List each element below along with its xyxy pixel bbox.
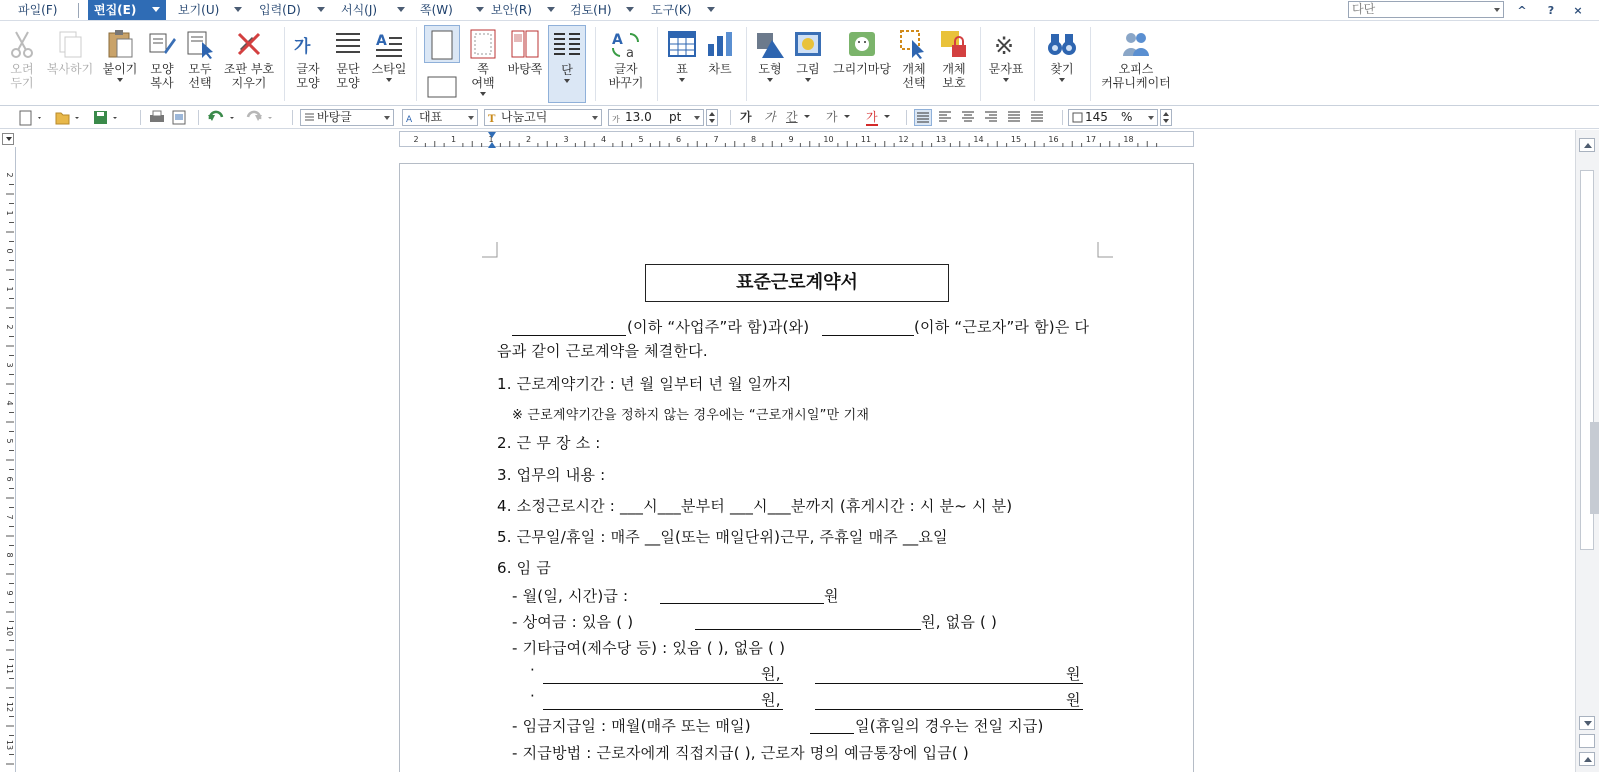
work-days[interactable]: 5. 근무일/휴일 : 매주 __일(또는 매일단위)근무, 주휴일 매주 __요일 — [497, 528, 948, 546]
page-margin-button[interactable] — [464, 25, 502, 103]
ruler-label: 12 — [5, 701, 14, 713]
menu-insert-label: 입력(D) — [259, 3, 301, 17]
chevron-down-icon — [468, 116, 474, 120]
chevron-down-icon — [117, 78, 123, 82]
wage-other-blank-1b — [815, 683, 1083, 684]
align-justify-icon — [915, 110, 931, 125]
wage-bonus[interactable]: - 상여금 : 있음 ( ) — [512, 613, 634, 631]
object-select-icon — [898, 28, 930, 60]
menu-edit-label: 편집(E) — [94, 3, 137, 17]
language-select-value: 대표 — [419, 110, 443, 124]
style-label: 스타일 — [371, 62, 407, 76]
zoom-select[interactable] — [1068, 109, 1158, 126]
document-title[interactable] — [645, 264, 949, 302]
paragraph-icon — [332, 28, 364, 60]
toolbar-separator — [198, 110, 199, 125]
menu-review[interactable] — [564, 0, 640, 20]
ruler-label: 8 — [5, 552, 14, 558]
ruler-label: 2 — [5, 172, 14, 178]
chevron-down-icon — [547, 7, 555, 12]
font-size-unit: pt — [669, 110, 682, 124]
chevron-down-icon — [234, 7, 242, 12]
menu-separator — [78, 3, 79, 18]
ruler-label: 17 — [1085, 135, 1097, 144]
wage-basic-unit: 원 — [824, 587, 839, 605]
chevron-down-icon — [384, 116, 390, 120]
font-select[interactable] — [484, 109, 602, 126]
zoom-value: 145 — [1085, 110, 1108, 124]
wage-bonus-unit: 원, 없음 ( ) — [921, 613, 998, 631]
chevron-down-icon — [152, 7, 160, 12]
office-communicator-button[interactable] — [1096, 25, 1176, 103]
svg-text:A: A — [406, 115, 413, 123]
align-justify-button[interactable] — [914, 109, 932, 126]
paste-button[interactable] — [100, 25, 140, 103]
svg-text:A: A — [376, 33, 387, 49]
page-margin-icon — [467, 28, 499, 60]
chevron-down-icon — [679, 78, 685, 82]
wage-other-blank-2b — [815, 709, 1083, 710]
split-button[interactable] — [1029, 109, 1047, 126]
menu-edit[interactable] — [88, 0, 166, 20]
ruler-label: 2 — [5, 324, 14, 330]
cut-label: 오려 두기 — [10, 62, 34, 90]
wage-other-unit-1a: 원, — [761, 665, 781, 683]
zoom-spinner[interactable] — [1160, 109, 1172, 126]
employee-blank — [822, 335, 914, 336]
ruler-label: 6 — [675, 135, 682, 144]
select-all-icon — [184, 28, 216, 60]
ruler-label: 13 — [5, 739, 14, 751]
help-button[interactable] — [1543, 3, 1559, 19]
crop-mark-top-left — [482, 242, 498, 258]
chevron-down-icon — [1003, 78, 1009, 82]
ruler-label: 11 — [5, 663, 14, 675]
menu-insert[interactable] — [253, 0, 331, 20]
font-size-select[interactable] — [608, 109, 704, 126]
horizontal-ruler[interactable] — [399, 131, 1194, 147]
lock-icon — [938, 28, 970, 60]
wage-other-bullet-1: · — [530, 661, 535, 679]
object-protect-button[interactable] — [934, 25, 974, 103]
char-change-label: 글자 바꾸기 — [608, 62, 644, 90]
table-icon — [666, 28, 698, 60]
menu-view[interactable] — [172, 0, 248, 20]
contract-period-note[interactable]: ※ 근로계약기간을 정하지 않는 경우에는 “근로개시일”만 기재 — [512, 408, 870, 423]
page-background-label: 바탕쪽 — [507, 62, 543, 76]
contract-period[interactable]: 1. 근로계약기간 : 년 월 일부터 년 월 일까지 — [497, 375, 792, 393]
drawing-gallery-label: 그리기마당 — [833, 62, 891, 76]
language-select[interactable] — [402, 109, 478, 126]
pay-method[interactable]: - 지급방법 : 근로자에게 직접지급( ), 근로자 명의 예금통장에 입금( ) — [512, 744, 969, 762]
strikethrough-icon: 가 — [826, 110, 838, 124]
font-size-value: 13.0 — [625, 110, 652, 124]
pay-day-blank — [810, 733, 854, 734]
italic-icon: 가 — [764, 110, 776, 124]
format-toolbar — [0, 106, 1599, 129]
page-layout-button[interactable] — [424, 25, 460, 63]
style-button[interactable] — [368, 25, 410, 103]
ruler-label: 15 — [1010, 135, 1022, 144]
font-color-button[interactable] — [866, 109, 896, 126]
drawing-gallery-button[interactable] — [830, 25, 894, 103]
clear-marks-label: 조판 부호 지우기 — [223, 62, 275, 90]
font-size-icon — [612, 112, 623, 123]
columns-button[interactable] — [548, 25, 586, 103]
ribbon-separator — [416, 27, 417, 101]
ruler-label: 9 — [5, 590, 14, 596]
format-copy-button[interactable] — [144, 25, 180, 103]
toolbar-separator — [730, 110, 731, 125]
ruler-label: 14 — [973, 135, 984, 144]
char-shape-button[interactable] — [290, 25, 326, 103]
object-select-label: 개체 선택 — [902, 62, 926, 90]
find-button[interactable] — [1042, 25, 1082, 103]
font-select-value: 나눔고딕 — [501, 110, 548, 124]
chevron-down-icon — [386, 78, 392, 82]
ruler-label: 4 — [5, 400, 14, 406]
wage-basic-blank — [660, 603, 824, 604]
chart-button[interactable] — [702, 25, 738, 103]
ruler-label: 8 — [750, 135, 757, 144]
ruler-label: 7 — [713, 135, 719, 144]
menu-tools-label: 도구(K) — [651, 3, 692, 17]
collapse-icon: ^ — [1517, 4, 1527, 17]
pay-day-note: 일(휴일의 경우는 전일 지급) — [855, 717, 1044, 735]
command-search-input[interactable] — [1348, 1, 1504, 18]
open-document-button[interactable] — [54, 109, 84, 126]
job-description[interactable]: 3. 업무의 내용 : — [497, 466, 606, 484]
select-all-button[interactable] — [182, 25, 218, 103]
align-center-button[interactable] — [960, 109, 978, 126]
symbol-table-label: 문자표 — [988, 62, 1024, 76]
preview-icon — [170, 109, 188, 126]
redo-button[interactable] — [244, 109, 278, 126]
vertical-ruler-ticks — [1, 147, 16, 772]
chart-label: 차트 — [708, 62, 732, 76]
collapse-ribbon-button[interactable] — [1514, 3, 1530, 19]
zoom-unit: % — [1121, 110, 1133, 124]
redo-icon — [244, 109, 278, 126]
ruler-corner-button[interactable] — [2, 133, 14, 145]
page-margin-label: 쪽 여백 — [471, 62, 495, 90]
spinner-icon — [1161, 110, 1171, 125]
ruler-label: 2 — [413, 135, 419, 144]
scissors-icon — [6, 28, 38, 60]
wage-other-unit-2a: 원, — [761, 691, 781, 709]
italic-button[interactable] — [764, 109, 780, 126]
chevron-down-icon — [805, 78, 811, 82]
new-document-button[interactable] — [18, 109, 46, 126]
close-document-button[interactable] — [1570, 3, 1586, 19]
employer-blank — [512, 335, 626, 336]
char-shape-label: 글자 모양 — [296, 62, 320, 90]
scroll-down-button[interactable] — [1579, 716, 1595, 730]
side-panel-toggle[interactable] — [1590, 422, 1599, 514]
save-document-button[interactable] — [92, 109, 122, 126]
workplace[interactable]: 2. 근 무 장 소 : — [497, 434, 601, 452]
ruler-label: 4 — [600, 135, 607, 144]
arrow-up-icon — [1584, 757, 1592, 762]
copy-button[interactable] — [44, 25, 96, 103]
ribbon-separator — [595, 27, 596, 101]
paste-label: 붙이기 — [102, 62, 138, 76]
copy-label: 복사하기 — [46, 62, 94, 76]
chevron-down-icon — [1148, 116, 1154, 120]
clipboard-icon — [104, 28, 136, 60]
page-background-icon — [509, 28, 541, 60]
wage-other-unit-1b: 원 — [1066, 665, 1081, 683]
svg-text:가: 가 — [294, 37, 311, 57]
undo-button[interactable] — [206, 109, 240, 126]
chevron-down-icon — [694, 116, 700, 120]
svg-text:※: ※ — [994, 32, 1015, 60]
ruler-label: 3 — [5, 362, 14, 368]
close-icon: × — [1573, 4, 1583, 17]
drawing-gallery-icon — [846, 28, 878, 60]
font-size-spinner[interactable] — [706, 109, 718, 126]
menu-page-label: 쪽(W) — [420, 3, 453, 17]
crop-mark-top-right — [1097, 242, 1113, 258]
picture-button[interactable] — [790, 25, 826, 103]
underline-button[interactable] — [786, 109, 816, 126]
ruler-label: 6 — [5, 476, 14, 482]
menu-format-label: 서식(J) — [341, 3, 378, 17]
align-right-icon — [983, 109, 999, 124]
svg-text:A: A — [612, 32, 623, 48]
intro-line-1b[interactable]: (이하 “근로자”라 함)은 다 — [914, 318, 1090, 336]
columns-label: 단 — [561, 63, 573, 77]
strikethrough-button[interactable] — [826, 109, 856, 126]
arrow-down-icon — [1584, 721, 1592, 726]
format-brush-icon — [146, 28, 178, 60]
toolbar-separator — [140, 110, 141, 125]
ribbon-toolbar — [0, 21, 1599, 106]
style-icon — [373, 28, 405, 60]
chevron-down-icon — [1059, 78, 1065, 82]
undo-icon — [206, 109, 240, 126]
ruler-label: 5 — [638, 135, 644, 144]
para-shape-label: 문단 모양 — [336, 62, 360, 90]
menu-format[interactable] — [335, 0, 411, 20]
chevron-down-icon — [626, 7, 634, 12]
vertical-ruler[interactable] — [1, 147, 16, 772]
horizontal-ruler-ticks — [400, 132, 1195, 148]
people-icon — [1120, 28, 1152, 60]
chevron-down-icon — [564, 79, 570, 83]
page-icon — [426, 29, 458, 61]
ruler-label: 18 — [1123, 135, 1134, 144]
wage-basic[interactable]: - 월(일, 시간)급 : — [512, 587, 629, 605]
ribbon-separator — [980, 27, 981, 101]
distribute-button[interactable] — [1006, 109, 1024, 126]
object-select-button[interactable] — [896, 25, 932, 103]
format-copy-label: 모양 복사 — [150, 62, 174, 90]
ruler-label: 13 — [935, 135, 947, 144]
char-change-icon — [610, 28, 642, 60]
find-label: 찾기 — [1050, 62, 1074, 76]
shapes-icon — [754, 28, 786, 60]
menu-bar — [0, 0, 1599, 21]
wage-bonus-blank — [695, 629, 921, 630]
new-file-icon — [18, 109, 44, 126]
ribbon-separator — [1090, 27, 1091, 101]
office-communicator-label: 오피스 커뮤니케이터 — [1101, 62, 1171, 90]
ruler-label: 0 — [5, 248, 14, 254]
menu-file-label: 파일(F) — [18, 3, 58, 17]
chevron-down-icon — [844, 113, 852, 121]
ruler-label: 16 — [1048, 135, 1059, 144]
char-shape-icon — [292, 28, 324, 60]
object-protect-label: 개체 보호 — [942, 62, 966, 90]
style-select-value: 바탕글 — [317, 110, 352, 124]
chevron-down-icon — [767, 78, 773, 82]
chevron-down-icon — [1494, 8, 1500, 12]
distribute-icon — [1006, 109, 1022, 124]
chevron-down-icon — [884, 113, 892, 121]
intro-line-2[interactable]: 음과 같이 근로계약을 체결한다. — [497, 342, 708, 360]
split-icon — [1029, 109, 1045, 124]
align-left-button[interactable] — [937, 109, 955, 126]
align-right-button[interactable] — [983, 109, 1001, 126]
shape-label: 도형 — [758, 62, 782, 76]
picture-icon — [792, 28, 824, 60]
working-hours[interactable]: 4. 소정근로시간 : ___시___분부터 ___시___분까지 (휴게시간 : 시 분~ 시 분) — [497, 497, 1013, 515]
symbol-icon — [990, 28, 1022, 60]
ruler-label: 3 — [563, 135, 569, 144]
ruler-label: 1 — [450, 135, 457, 144]
toolbar-separator — [1062, 110, 1063, 125]
ruler-label: 5 — [5, 438, 14, 444]
ribbon-separator — [284, 27, 285, 101]
menu-review-label: 검토(H) — [570, 3, 612, 17]
scroll-up-button[interactable] — [1579, 138, 1595, 152]
ruler-label: 1 — [5, 210, 14, 216]
chevron-down-icon — [804, 113, 812, 121]
ruler-label: 10 — [823, 135, 834, 144]
chevron-down-icon — [592, 116, 598, 120]
copy-icon — [54, 28, 86, 60]
menu-page[interactable] — [414, 0, 490, 20]
shape-button[interactable] — [752, 25, 788, 103]
ruler-label: 2 — [525, 135, 532, 144]
select-all-label: 모두 선택 — [188, 62, 212, 90]
wage-other-blank-1a — [543, 683, 783, 684]
page-up-button[interactable] — [1579, 752, 1595, 766]
ribbon-separator — [657, 27, 658, 101]
chevron-down-icon — [480, 92, 486, 96]
toolbar-separator — [906, 110, 907, 125]
menu-file[interactable] — [12, 0, 72, 20]
clear-marks-icon — [233, 28, 265, 60]
folder-icon — [54, 109, 84, 126]
language-icon — [406, 112, 417, 123]
ruler-label: 11 — [860, 135, 872, 144]
svg-text:가: 가 — [612, 115, 620, 123]
ruler-label: 1 — [488, 135, 494, 144]
table-label: 표 — [676, 62, 688, 76]
ruler-label: 12 — [898, 135, 909, 144]
columns-icon — [551, 29, 583, 61]
char-change-button[interactable] — [604, 25, 648, 103]
menu-tools[interactable] — [645, 0, 721, 20]
help-icon: ? — [1547, 4, 1555, 17]
font-icon — [488, 112, 499, 123]
ruler-label: 1 — [5, 286, 14, 292]
ribbon-separator — [746, 27, 747, 101]
chevron-down-icon — [397, 7, 405, 12]
menu-security-label: 보안(R) — [491, 3, 532, 17]
bar-chart-icon — [704, 28, 736, 60]
page-background-button[interactable] — [506, 25, 544, 103]
wage-other[interactable]: - 기타급여(제수당 등) : 있음 ( ), 없음 ( ) — [512, 639, 786, 657]
bold-button[interactable] — [740, 109, 756, 126]
wage-other-bullet-2: · — [530, 687, 535, 705]
print-preview-button[interactable] — [170, 109, 188, 126]
chevron-down-icon — [707, 7, 715, 12]
page-orientation-button[interactable] — [424, 69, 460, 103]
command-search-value: 다단 — [1352, 2, 1376, 16]
clear-marks-button[interactable] — [220, 25, 278, 103]
spinner-icon — [707, 110, 717, 125]
ribbon-separator — [1034, 27, 1035, 101]
cut-button[interactable] — [2, 25, 42, 103]
landscape-page-icon — [426, 75, 458, 107]
chevron-down-icon — [476, 7, 484, 12]
align-left-icon — [937, 109, 953, 124]
bold-icon: 가 — [740, 110, 752, 124]
svg-text:T: T — [488, 114, 496, 123]
ruler-label: 7 — [5, 514, 14, 520]
wage-heading[interactable]: 6. 임 금 — [497, 559, 552, 577]
para-shape-button[interactable] — [330, 25, 366, 103]
menu-view-label: 보기(U) — [178, 3, 220, 17]
arrow-up-icon — [1584, 143, 1592, 148]
intro-line-1a[interactable]: (이하 “사업주”라 함)과(와) — [627, 318, 810, 336]
underline-icon: 간 — [786, 110, 798, 124]
wage-other-blank-2a — [543, 709, 783, 710]
ruler-label: 10 — [5, 625, 14, 637]
binoculars-icon — [1046, 28, 1078, 60]
ruler-label: 9 — [788, 135, 794, 144]
document-title-text: 표준근로계약서 — [736, 272, 858, 293]
wage-other-unit-2b: 원 — [1066, 691, 1081, 709]
print-button[interactable] — [148, 109, 166, 126]
font-color-icon: 가 — [866, 110, 878, 124]
table-button[interactable] — [664, 25, 700, 103]
zoom-icon — [1072, 112, 1083, 123]
symbol-table-button[interactable] — [986, 25, 1026, 103]
svg-text:a: a — [626, 46, 634, 60]
printer-icon — [148, 109, 166, 126]
picture-label: 그림 — [796, 62, 820, 76]
page-view-button[interactable] — [1579, 734, 1595, 748]
align-center-icon — [960, 109, 976, 124]
menu-security[interactable] — [485, 0, 561, 20]
style-select[interactable] — [300, 109, 394, 126]
save-icon — [92, 109, 122, 126]
chevron-down-icon — [317, 7, 325, 12]
style-icon — [304, 112, 315, 123]
pay-day[interactable]: - 임금지급일 : 매월(매주 또는 매일) — [512, 717, 751, 735]
toolbar-separator — [292, 110, 293, 125]
